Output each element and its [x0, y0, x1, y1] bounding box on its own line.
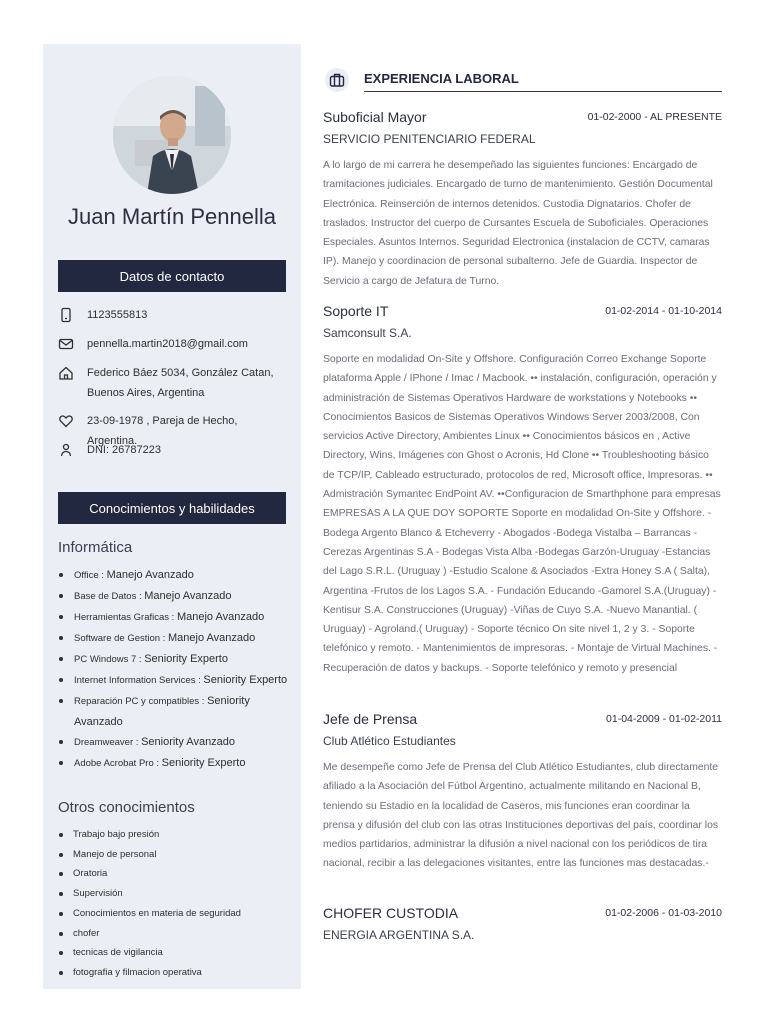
skill-item	[58, 753, 290, 774]
skill-item	[58, 628, 290, 649]
skill-level: Seniority Experto	[203, 674, 288, 686]
skill-level: Seniority Avanzado	[74, 695, 250, 728]
dni-text: DNI: 26787223	[87, 444, 161, 456]
job-role: CHOFER CUSTODIA	[323, 905, 459, 921]
otros-list	[58, 825, 290, 983]
job-date: 01-02-2006 - 01-03-2010	[605, 907, 722, 919]
skill-item	[58, 586, 290, 607]
informatica-title: Informática	[58, 539, 133, 556]
contact-phone	[58, 305, 288, 325]
skill-name: Base de Datos :	[74, 591, 145, 602]
skill-name: PC Windows 7 :	[74, 654, 145, 665]
skill-name: Internet Information Services :	[74, 675, 204, 686]
job-role: Suboficial Mayor	[323, 109, 427, 125]
skill-level: Manejo Avanzado	[176, 611, 265, 623]
job-entry	[323, 109, 722, 291]
job-organization: Samconsult S.A.	[323, 326, 412, 340]
skill-name: Software de Gestion :	[74, 633, 168, 644]
other-skill-item: fotografia y filmacion operativa	[58, 963, 290, 983]
job-role: Jefe de Prensa	[323, 711, 418, 727]
skill-item	[58, 649, 290, 670]
birth-text: 23-09-1978 , Pareja de Hecho, Argentina.	[87, 415, 238, 447]
other-skill-item: chofer	[58, 924, 290, 944]
phone-icon	[58, 307, 74, 323]
skill-item	[58, 607, 290, 628]
job-description: Me desempeñe como Jefe de Prensa del Club Atlético Estudiantes, club directamente afiliado a la Asociación del Fútbol Argentino, actualmente militando en Nacional B, teniendo su Estadio en la localidad de Caseros, mis funciones eran coordinar la prensa y difusión del club con las otras Instituciones deportivas del país, coordinar los medios partidarios, administrar la difusión a nivel nacional con los periódicos de tira nacional, recibir a las delegaciones visitantes, entre las funciones mas destacadas.-	[323, 762, 719, 870]
other-skill-item: Trabajo bajo presión	[58, 825, 290, 845]
skill-level: Seniority Avanzado	[141, 736, 236, 748]
job-date: 01-04-2009 - 01-02-2011	[606, 713, 722, 725]
job-organization: SERVICIO PENITENCIARIO FEDERAL	[323, 132, 536, 146]
address-text	[58, 363, 288, 403]
heart-icon	[58, 413, 74, 429]
other-skill-item: Oratoria	[58, 864, 290, 884]
skill-item	[58, 670, 290, 691]
job-entry	[323, 905, 722, 950]
skill-level: Manejo Avanzado	[106, 569, 194, 581]
job-date: 01-02-2014 - 01-10-2014	[605, 305, 722, 317]
skills-heading: Conocimientos y habilidades	[58, 492, 286, 524]
full-name: Juan Martín Pennella	[68, 204, 276, 229]
mail-icon	[58, 336, 74, 352]
other-skill-item: Conocimientos en materia de seguridad	[58, 904, 290, 924]
contact-address	[58, 363, 288, 403]
skill-name: Herramientas Graficas :	[74, 612, 177, 623]
skill-level: Seniority Experto	[144, 653, 228, 665]
contact-heading: Datos de contacto	[58, 260, 286, 292]
skill-item	[58, 732, 290, 753]
skill-name: Adobe Acrobat Pro :	[74, 758, 162, 769]
phone-text: 1123555813	[87, 309, 148, 321]
experience-heading: EXPERIENCIA LABORAL	[364, 71, 519, 86]
otros-title: Otros conocimientos	[58, 799, 195, 816]
skill-name: Dreamweaver :	[74, 737, 142, 748]
job-entry	[323, 711, 722, 874]
home-icon	[58, 365, 74, 381]
briefcase-icon	[325, 68, 349, 92]
skill-level: Seniority Experto	[161, 757, 246, 769]
other-skill-item: tecnicas de vigilancia	[58, 943, 290, 963]
job-entry	[323, 303, 722, 678]
profile-photo	[113, 76, 231, 194]
contact-dni	[58, 440, 288, 460]
skill-name: Reparación PC y compatibles :	[74, 696, 208, 707]
experience-divider	[364, 91, 722, 92]
other-skill-item: Supervisión	[58, 884, 290, 904]
skill-name: Office :	[74, 570, 107, 581]
job-date: 01-02-2000 - AL PRESENTE	[587, 111, 722, 123]
other-skill-item: Manejo de personal	[58, 845, 290, 865]
informatica-list	[58, 565, 290, 774]
person-icon	[58, 442, 74, 458]
email-text: pennella.martin2018@gmail.com	[87, 338, 248, 350]
contact-email	[58, 334, 288, 354]
skill-item	[58, 691, 290, 732]
job-description: A lo largo de mi carrera he desempeñado las siguientes funciones: Encargado de tramitaciones judiciales. Encargado de turno de mantenimiento. Gestión Documental Electrónica. Reinserción de internos detenidos. Custodia Dignatarios. Chofer de traslados. Instructor del cuerpo de Cursantes Escuela de Suboficiales. Operaciones Especiales. Asuntos Internos. Seguridad Electronica (instalacion de CCTV, camaras IP). Manejo y coordinacion de personal subalterno. Jefe de Guardia. Inspector de Servicio a cargo de Jefatura de Turno.	[323, 160, 713, 287]
skill-level: Manejo Avanzado	[168, 632, 256, 644]
skill-item	[58, 565, 290, 586]
job-organization: ENERGIA ARGENTINA S.A.	[323, 928, 475, 942]
address-value: Federico Báez 5034, González Catan, Buenos Aires, Argentina	[87, 367, 274, 399]
job-description: Soporte en modalidad On-Site y Offshore. Configuración Correo Exchange Soporte plataforma Apple / IPhone / Imac / Macbook. •• instalación, configuración, operación y administración de Sistemas Operativos Hardware de workstations y Notebooks •• Conocimientos Basicos de Sistemas Operativos Windows Server 2003/2008, Con servicios Active Directory, Ambientes Linux •• Conocimientos básicos en , Active Directory, Wins, Imágenes con Ghost o Acronis, Hd Clone •• Troubleshooting básico de TCP/IP, Cableado estructurado, protocolos de red, Microsoft office, Impresoras. •• Admistración Symantec EndPoint AV. ••Configuracion de Smarthphone para empresas EMPRESAS A LA QUE DOY SOPORTE Soporte en modalidad On-Site y Offshore. -Bodega Argento Blanco & Etcheverry - Abogados -Bodega Vistalba – Barrancas -Cerezas Argentinas S.A - Bodegas Vista Alba -Bodegas Garzón-Uruguay -Estancias del Lago S.R.L. (Uruguay ) -Estudio Scalone & Asociados -Extra Honey S.A ( Salta), Argentina -Frutos de los Lagos S.A. - Fundación Educando -Gamorel S.A.(Uruguay) -Kentisur S.A. Construcciones (Uruguay) -Viñas de Cuyo S.A. -Nuevo Manantial. ( Uruguay) - Agroland.( Uruguay) - Soporte técnico On site nivel 1, 2 y 3. - Soporte telefónico y remoto. - Mantenimientos de impresoras. - Montaje de Virtual Machines. - Recuperación de datos y backups. - Soporte telefónico y remoto y presencial	[323, 354, 721, 674]
job-organization: Club Atlético Estudiantes	[323, 734, 456, 748]
skill-level: Manejo Avanzado	[144, 590, 232, 602]
job-role: Soporte IT	[323, 303, 389, 319]
